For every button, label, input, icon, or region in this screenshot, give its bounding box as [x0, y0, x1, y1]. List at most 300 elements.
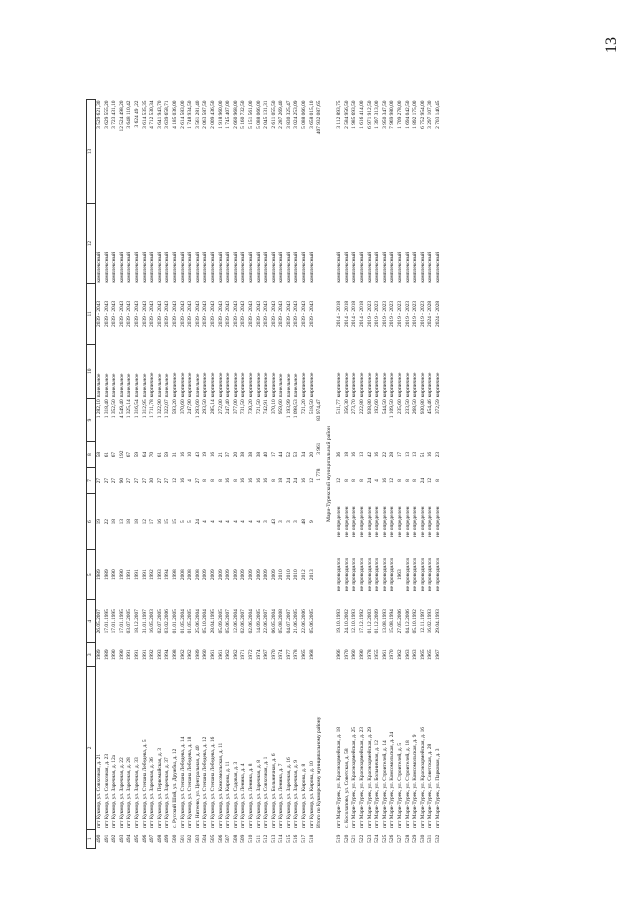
table-cell: 1961	[209, 649, 216, 661]
table-cell: 1960	[351, 649, 358, 661]
table-cell: 3 112 893,75	[336, 100, 343, 129]
table-row	[397, 100, 405, 849]
table-cell: 1 325,14	[126, 399, 133, 419]
table-cell: 496	[141, 834, 148, 843]
table-cell: пгт Кукмор, ул. Кирова, д. 11	[225, 761, 232, 829]
table-cell: комплексный	[270, 252, 277, 283]
table-cell: 1968	[308, 649, 315, 661]
table-cell: 01.05.2004	[179, 609, 186, 634]
table-cell: 521	[351, 834, 358, 843]
table-cell: 1989	[103, 649, 110, 661]
table-cell: 8	[351, 479, 358, 482]
table-cell: 38	[240, 451, 247, 458]
table-cell: 05.09.2005	[217, 609, 224, 634]
table-cell: 1 293,60	[194, 399, 201, 419]
table-cell: 3	[263, 520, 270, 524]
table-row	[263, 100, 271, 849]
table-cell: 1 312,95	[141, 399, 148, 419]
table-cell: 15.08.1994	[389, 609, 396, 634]
table-cell: 2039 - 2043	[202, 300, 209, 327]
table-cell: комплексный	[232, 252, 239, 283]
table-cell: 1 109,50	[389, 399, 396, 419]
table-cell: пгт Мари-Турек, ул. Красноармейская, д. 18	[336, 727, 343, 829]
table-cell: 3	[285, 520, 292, 524]
table-cell: комплексный	[149, 252, 156, 283]
table-cell: 526	[389, 834, 396, 843]
table-cell: 2008	[194, 569, 201, 581]
table-cell: кирпичное	[225, 372, 232, 398]
table-cell: комплексный	[404, 252, 411, 283]
table-row	[301, 100, 309, 849]
table-cell: 507	[225, 834, 232, 843]
table-row	[248, 100, 256, 849]
table-cell: 2039 - 2043	[301, 300, 308, 327]
table-cell: комплексный	[217, 252, 224, 283]
table-cell: 6 752 954,00	[419, 100, 426, 129]
table-cell: 27	[134, 477, 141, 484]
table-cell: 730,20	[247, 399, 254, 415]
table-row	[157, 100, 165, 849]
table-cell: 12 524 498,20	[118, 100, 125, 132]
table-cell: 18	[126, 519, 133, 525]
table-cell: 2 287 269,40	[278, 100, 285, 129]
table-cell: 2039 - 2043	[263, 300, 270, 327]
table-cell: 1 352,50	[111, 399, 118, 419]
table-cell: 59	[164, 451, 171, 458]
table-cell: пгт Мари-Турек, ул. Красноармейская, д. 25	[351, 727, 358, 829]
table-row	[96, 100, 104, 849]
table-cell: 27	[103, 477, 110, 484]
total-cell: 3 961	[316, 442, 323, 455]
table-cell: 2039 - 2043	[293, 300, 300, 327]
table-cell: не определен	[434, 506, 441, 537]
table-cell: не определен	[359, 506, 366, 537]
table-cell: 930,80	[419, 399, 426, 415]
table-cell: 511,77	[336, 399, 343, 414]
table-cell: комплексный	[171, 252, 178, 283]
table-row	[240, 100, 248, 849]
table-row	[255, 100, 263, 849]
table-row	[119, 100, 127, 849]
table-cell: 16	[255, 477, 262, 484]
table-cell: 8	[270, 479, 277, 482]
table-cell: 2009	[270, 569, 277, 581]
table-cell: 28	[389, 451, 396, 458]
table-cell: 731,50	[240, 399, 247, 415]
table-cell: 4	[187, 479, 194, 482]
table-row	[420, 100, 428, 849]
table-cell: пгт. Нитеево, ул. Центральная, д. 40	[194, 745, 201, 829]
table-cell: 19	[96, 519, 103, 525]
table-cell: пгт Кукмор, ул. Кирова, д. 8	[301, 763, 308, 829]
table-cell: пгт Мари-Турек, ул. Строителей, д. 14	[381, 740, 388, 829]
table-cell: 1974	[278, 649, 285, 661]
table-cell: 1 985 693,50	[351, 100, 358, 129]
table-cell: 491	[103, 834, 110, 843]
table-cell: 4	[374, 479, 381, 482]
table-cell: не проводился	[412, 558, 419, 592]
table-cell: пгт Мари-Турек, ул. Комсомольская, д. 9	[412, 734, 419, 829]
table-cell: 508	[232, 834, 239, 843]
table-cell: 05.06.2007	[225, 609, 232, 634]
table-cell: 2 584 956,50	[343, 100, 350, 129]
table-cell: панельное	[118, 373, 125, 398]
table-cell: кирпичное	[412, 372, 419, 398]
table-cell: 721,50	[255, 399, 262, 415]
table-cell: 1998	[171, 569, 178, 581]
table-cell: 12.11.1997	[419, 609, 426, 634]
table-cell: 530	[419, 834, 426, 843]
table-cell: не определен	[419, 506, 426, 537]
table-cell: 2019 - 2023	[412, 300, 419, 327]
table-cell: с. Косолапово, ул. Советская, д. 58	[343, 748, 350, 829]
table-cell: 1990	[118, 569, 125, 581]
table-cell: пгт Кукмор, ул. Заречная, д. 12а	[111, 754, 118, 829]
table-cell: не проводился	[366, 558, 373, 592]
table-cell: комплексный	[156, 252, 163, 283]
table-cell: 2 660 968,00	[232, 100, 239, 129]
table-cell: 2009	[202, 569, 209, 581]
table-cell: пгт Мари-Турек, ул. Комсомольская, д. 24	[389, 731, 396, 829]
table-cell: 12.06.2004	[232, 609, 239, 634]
table-row	[412, 100, 420, 849]
column-header: 1	[87, 829, 96, 848]
table-cell: 2039 - 2043	[285, 300, 292, 327]
table-cell: 1955	[374, 649, 381, 661]
table-cell: пгт Кукмор, ул. Садовая, д. 3	[232, 761, 239, 829]
table-cell: 2009	[217, 569, 224, 581]
empty-cell	[316, 550, 324, 600]
table-row	[149, 100, 157, 849]
table-cell: 1963	[412, 649, 419, 661]
table-row	[293, 100, 301, 849]
table-cell: 2 063 587,50	[202, 100, 209, 129]
table-cell: панельное	[293, 373, 300, 398]
table-cell: 532	[434, 834, 441, 843]
table-cell: 28.04.1995	[209, 609, 216, 634]
table-cell: 1990	[118, 649, 125, 661]
table-cell: 3 614 535,35	[141, 100, 148, 129]
table-cell: 2014 - 2018	[336, 300, 343, 327]
table-cell: 2039 - 2043	[156, 300, 163, 327]
table-cell: 12	[141, 519, 148, 525]
column-header: 8	[87, 442, 96, 468]
table-cell: кирпичное	[217, 372, 224, 398]
table-cell: 05.06.2005	[308, 609, 315, 634]
table-cell: 504	[202, 834, 209, 843]
table-cell: 13	[118, 519, 125, 525]
table-cell: 48	[301, 519, 308, 525]
table-cell: 8	[232, 479, 239, 482]
table-cell: 4 185 036,00	[171, 100, 178, 129]
table-cell: 8	[404, 479, 411, 482]
table-cell: 519	[336, 834, 343, 843]
table-cell: 58	[96, 451, 103, 458]
table-cell: 1972	[247, 649, 254, 661]
table-cell: кирпичное	[301, 372, 308, 398]
table-cell: пгт Кукмор, ул. Комсомольская, д. 11	[217, 742, 224, 829]
table-cell: 498	[156, 834, 163, 843]
table-cell: кирпичное	[187, 372, 194, 398]
table-cell: 2039 - 2043	[278, 300, 285, 327]
table-cell: 67	[111, 451, 118, 458]
table-cell: кирпичное	[381, 372, 388, 398]
table-cell: пгт Кукмор, ул. Степана Лебедева, д. 18	[187, 736, 194, 829]
table-cell: 61	[156, 451, 163, 458]
table-cell: 4	[225, 520, 232, 524]
table-cell: 222,80	[359, 399, 366, 415]
table-cell: пгт Мари-Турек, ул. Красноармейская, д. 23	[359, 727, 366, 829]
table-cell: пгт Кукмор, ул. Ленина, д. 4	[240, 763, 247, 829]
table-cell: 22.06.2007	[263, 609, 270, 634]
table-cell: 3 629 555,20	[103, 100, 110, 129]
table-row	[405, 100, 413, 849]
table-cell: 9	[308, 520, 315, 524]
table-cell: 2039 - 2043	[134, 300, 141, 327]
table-cell: комплексный	[202, 252, 209, 283]
table-row	[344, 100, 352, 849]
table-row	[210, 100, 218, 849]
table-cell: 02.06.2007	[240, 609, 247, 634]
table-cell: 1 745 407,00	[225, 100, 232, 129]
table-cell: 2039 - 2043	[171, 300, 178, 327]
table-cell: 525	[381, 834, 388, 843]
table-cell: 4	[255, 520, 262, 524]
table-cell: 16	[179, 477, 186, 484]
table-cell: комплексный	[96, 252, 103, 283]
table-cell: 1 918 960,00	[217, 100, 224, 129]
table-cell: 13	[359, 451, 366, 458]
table-cell: 16.05.2003	[149, 609, 156, 634]
table-cell: не проводился	[336, 558, 343, 592]
table-cell: 16	[179, 451, 186, 458]
table-cell: 272,00	[217, 399, 224, 415]
table-cell: 30	[149, 477, 156, 484]
table-cell: 247,40	[225, 399, 232, 415]
table-cell: комплексный	[419, 252, 426, 283]
table-cell: комплексный	[111, 252, 118, 283]
table-cell: 742,91	[263, 399, 270, 415]
column-header: 2	[87, 667, 96, 829]
table-cell: 16	[381, 477, 388, 484]
table-cell: 1 616 414,00	[359, 100, 366, 129]
table-cell: 18	[134, 519, 141, 525]
table-cell: 8	[217, 479, 224, 482]
table-row	[427, 100, 435, 849]
table-cell: 12	[171, 477, 178, 484]
table-row	[187, 100, 195, 849]
table-cell: 1963	[397, 569, 404, 581]
total-row	[316, 100, 324, 849]
table-cell: 3 830 325,47	[285, 100, 292, 129]
column-header: 6	[87, 494, 96, 550]
table-cell: комплексный	[141, 252, 148, 283]
table-cell: 1 322,07	[164, 399, 171, 419]
table-cell: комплексный	[308, 252, 315, 283]
table-cell: 1992	[149, 649, 156, 661]
table-cell: 2039 - 2043	[209, 300, 216, 327]
total-cell: 83 974,47	[316, 399, 323, 421]
table-cell: 05.10.2004	[202, 609, 209, 634]
table-cell: 492	[111, 834, 118, 843]
table-cell: комплексный	[209, 252, 216, 283]
table-cell: 1971	[240, 649, 247, 661]
empty-cell	[316, 284, 324, 345]
table-cell: 1970	[389, 649, 396, 661]
table-cell: 59	[134, 451, 141, 458]
table-cell: пгт Мари-Турек, ул. Строителей, д. 18	[404, 740, 411, 829]
table-cell: 27	[156, 477, 163, 484]
table-cell: 8	[412, 479, 419, 482]
table-cell: 1 397 313,00	[374, 100, 381, 129]
table-cell: 01.05.2005	[187, 609, 194, 634]
table-cell: 1963	[404, 649, 411, 661]
table-cell: 1 282,10	[96, 399, 103, 419]
table-cell: 2010	[278, 569, 285, 581]
table-cell: 3 950 347,50	[381, 100, 388, 129]
table-cell: 8	[209, 479, 216, 482]
table-cell: 2014 - 2018	[351, 300, 358, 327]
table-cell: 1967	[434, 649, 441, 661]
table-cell: 17.01.1995	[118, 609, 125, 634]
table-cell: 3 648 110,42	[126, 100, 133, 129]
table-cell: 2019 - 2023	[381, 300, 388, 327]
table-cell: не определен	[397, 506, 404, 537]
table-cell: 356,30	[343, 399, 350, 415]
table-cell: кирпичное	[247, 372, 254, 398]
table-cell: не проводился	[389, 558, 396, 592]
table-cell: 17.01.1995	[103, 609, 110, 634]
table-cell: комплексный	[381, 252, 388, 283]
table-cell: 5 088 066,00	[255, 100, 262, 129]
table-cell: 4	[240, 520, 247, 524]
table-cell: комплексный	[293, 252, 300, 283]
table-cell: 20	[308, 451, 315, 458]
table-cell: 1998	[171, 649, 178, 661]
table-cell: панельное	[278, 373, 285, 398]
table-cell: пгт Кукмор, ул. Совхозная, д. 23	[103, 753, 110, 829]
table-cell: 3 658 015,10	[308, 100, 315, 129]
table-cell: 509	[240, 834, 247, 843]
table-cell: 25.06.2004	[194, 609, 201, 634]
table-cell: кирпичное	[397, 372, 404, 398]
table-cell: 503	[194, 834, 201, 843]
table-cell: 493	[118, 834, 125, 843]
table-cell: 511	[255, 834, 262, 843]
table-cell: 938,80	[366, 399, 373, 415]
table-cell: 1965	[301, 649, 308, 661]
table-cell: 1 709 278,00	[397, 100, 404, 129]
table-cell: панельное	[164, 373, 171, 398]
table-cell: 2010	[285, 569, 292, 581]
table-cell: не определен	[366, 506, 373, 537]
table-cell: 5 088 066,00	[301, 100, 308, 129]
table-row	[126, 100, 134, 849]
table-cell: пгт Кукмор, ул. Степана Лебедева, д. 16	[209, 736, 216, 829]
empty-cell	[316, 643, 324, 667]
table-cell: 21.06.2005	[293, 609, 300, 634]
table-cell: 1991	[126, 569, 133, 581]
table-cell: 70	[149, 451, 156, 458]
table-cell: 16	[209, 451, 216, 458]
column-header: 12	[87, 204, 96, 284]
table-cell: 20	[232, 451, 239, 458]
table-cell: 01.12.2009	[374, 609, 381, 634]
table-cell: 18	[278, 477, 285, 484]
table-cell: панельное	[156, 373, 163, 398]
table-cell: 5 160 732,50	[240, 100, 247, 129]
table-row	[351, 100, 359, 849]
table-cell: 522	[359, 834, 366, 843]
table-cell: 24	[194, 519, 201, 525]
table-cell: 2024 - 2028	[427, 300, 434, 327]
table-cell: 1 193,99	[285, 399, 292, 419]
empty-cell	[316, 204, 324, 284]
column-header: 7	[87, 468, 96, 494]
table-cell: кирпичное	[209, 372, 216, 398]
table-cell: пгт Кукмор, ул. Степана Лебедева, д. 14	[179, 736, 186, 829]
table-cell: 12	[308, 477, 315, 484]
table-cell: 01.01.2005	[171, 609, 178, 634]
table-cell: 18.12.2007	[134, 609, 141, 634]
table-cell: 16	[156, 519, 163, 525]
table-cell: не проводился	[381, 558, 388, 592]
table-cell: 36	[336, 451, 343, 458]
column-header: 4	[87, 600, 96, 643]
table-cell: 8	[202, 479, 209, 482]
table-row	[271, 100, 279, 849]
table-cell: 2014 - 2018	[359, 300, 366, 327]
table-cell: 4 712 530,34	[149, 100, 156, 129]
table-cell: комплексный	[374, 252, 381, 283]
table-cell: кирпичное	[171, 372, 178, 398]
table-cell: 15	[171, 519, 178, 525]
table-cell: 4	[247, 520, 254, 524]
table-cell: комплексный	[343, 252, 350, 283]
table-cell: панельное	[141, 373, 148, 398]
table-cell: 64	[141, 451, 148, 458]
table-cell: комплексный	[255, 252, 262, 283]
total-cell: 407 932 087,65	[316, 100, 323, 135]
table-cell: 21	[217, 451, 224, 458]
table-cell: 2039 - 2043	[225, 300, 232, 327]
table-cell: 2019 - 2023	[397, 300, 404, 327]
table-cell: комплексный	[225, 252, 232, 283]
table-cell: пгт Мари-Турек, ул. Красноармейская, д. 16	[419, 727, 426, 829]
table-cell: не проводился	[427, 558, 434, 592]
table-cell: 2039 - 2043	[126, 300, 133, 327]
table-cell: 27	[194, 477, 201, 484]
table-cell: 6 971 912,50	[366, 100, 373, 129]
table-cell: 192,60	[374, 399, 381, 415]
table-cell: 4	[217, 520, 224, 524]
table-cell: 514	[278, 834, 285, 843]
table-cell: комплексный	[397, 252, 404, 283]
table-cell: пгт Кукмор, ул. Заречная, д. 22	[118, 757, 125, 829]
table-cell: 7 969 980,00	[389, 100, 396, 129]
table-cell: 1993	[156, 569, 163, 581]
table-cell: 42	[366, 451, 373, 458]
table-cell: 16	[374, 451, 381, 458]
table-cell: 03.07.2005	[126, 609, 133, 634]
table-cell: 31.01.1997	[141, 609, 148, 634]
table-cell: кирпичное	[374, 372, 381, 398]
table-cell: 510	[247, 834, 254, 843]
table-cell: пгт Кукмор, ул. Заречная, д. 8	[255, 760, 262, 829]
table-row	[142, 100, 150, 849]
table-cell: 523	[366, 834, 373, 843]
column-header: 11	[87, 284, 96, 345]
